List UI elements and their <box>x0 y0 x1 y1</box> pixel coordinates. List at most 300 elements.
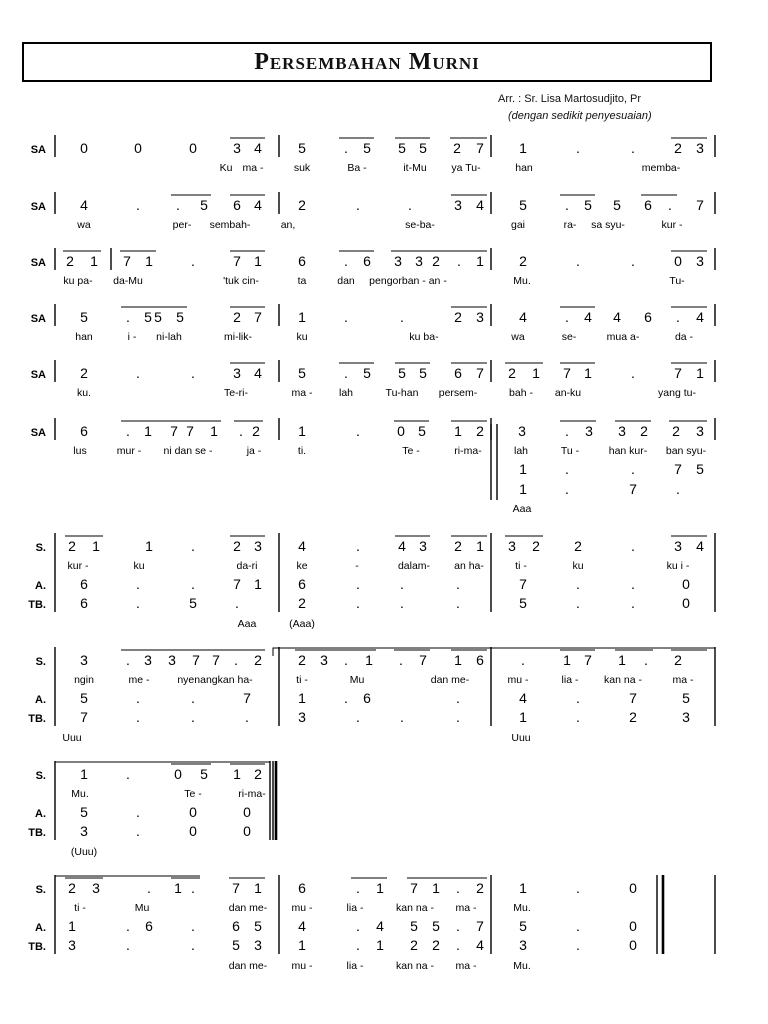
lyric: lus <box>73 445 87 457</box>
note: . <box>245 709 249 725</box>
note: 1 <box>519 880 527 896</box>
note: . <box>576 937 580 953</box>
note: 0 <box>397 423 405 439</box>
note: . <box>408 197 412 213</box>
note: 1 <box>145 253 153 269</box>
lyric: Tu- <box>669 275 685 287</box>
note: 7 <box>243 690 251 706</box>
note: 7 <box>233 253 241 269</box>
part-label: A. <box>35 922 46 934</box>
note: 5 <box>232 937 240 953</box>
note: . <box>136 823 140 839</box>
note: 3 <box>674 538 682 554</box>
lyric: Mu. <box>71 788 89 800</box>
note: 1 <box>519 709 527 725</box>
note: 6 <box>476 652 484 668</box>
lyric: se- <box>561 331 577 343</box>
note: 3 <box>476 309 484 325</box>
lyric: kan na - <box>396 902 434 914</box>
note: 1 <box>174 880 182 896</box>
note: . <box>456 880 460 896</box>
note: 6 <box>454 365 462 381</box>
note: 1 <box>298 309 306 325</box>
system-3 <box>31 248 715 287</box>
lyric: dan me- <box>228 960 268 972</box>
note: 6 <box>363 253 371 269</box>
lyric: (Uuu) <box>70 846 98 858</box>
note: 3 <box>394 253 402 269</box>
system-1 <box>31 135 715 174</box>
note: 5 <box>418 423 426 439</box>
note: . <box>126 652 130 668</box>
note: 2 <box>80 365 88 381</box>
note: 7 <box>123 253 131 269</box>
note: 2 <box>410 937 418 953</box>
lyric: lia - <box>346 960 364 972</box>
note: 5 <box>419 140 427 156</box>
note: . <box>356 423 360 439</box>
note: 5 <box>80 690 88 706</box>
lyric: dalam- <box>397 560 431 572</box>
note: 2 <box>252 423 260 439</box>
lyric: dan me- <box>228 902 268 914</box>
note: 1 <box>376 937 384 953</box>
lyric: ya Tu- <box>451 162 481 174</box>
system-7 <box>28 533 715 630</box>
part-label: S. <box>35 542 46 554</box>
note: . <box>565 423 569 439</box>
note: 0 <box>174 766 182 782</box>
note: 1 <box>519 140 527 156</box>
note: . <box>676 481 680 497</box>
note: 7 <box>232 880 240 896</box>
note: 5 <box>398 140 406 156</box>
note: 6 <box>298 253 306 269</box>
note: 5 <box>144 309 152 325</box>
note: 1 <box>145 538 153 554</box>
note: 5 <box>80 309 88 325</box>
lyric: kur - <box>67 560 89 572</box>
note: . <box>631 140 635 156</box>
lyric: ngin <box>74 674 94 686</box>
note: 2 <box>574 538 582 554</box>
lyric: ma - <box>455 960 477 972</box>
note: 0 <box>682 595 690 611</box>
note: 7 <box>696 197 704 213</box>
note: 3 <box>696 423 704 439</box>
lyric: Uuu <box>62 732 82 744</box>
note: 5 <box>696 461 704 477</box>
note: . <box>191 709 195 725</box>
note: 1 <box>144 423 152 439</box>
note: 4 <box>298 538 306 554</box>
lyric: memba- <box>641 162 681 174</box>
note: 3 <box>320 652 328 668</box>
volta-bracket <box>273 648 715 656</box>
note: 5 <box>613 197 621 213</box>
note: 4 <box>376 918 384 934</box>
note: . <box>576 690 580 706</box>
note: 6 <box>232 918 240 934</box>
note: 1 <box>454 423 462 439</box>
lyric: Aaa <box>512 503 532 515</box>
lyric: (Aaa) <box>289 618 315 630</box>
note: 2 <box>432 937 440 953</box>
note: 3 <box>298 709 306 725</box>
note: 3 <box>696 140 704 156</box>
note: . <box>356 880 360 896</box>
note: 0 <box>189 140 197 156</box>
note: 2 <box>298 595 306 611</box>
note: . <box>136 576 140 592</box>
note: . <box>191 576 195 592</box>
lyric: an-ku <box>554 387 582 399</box>
part-label: SA <box>30 201 46 213</box>
system-9 <box>28 761 276 858</box>
note: 2 <box>453 140 461 156</box>
note: 3 <box>92 880 100 896</box>
note: 2 <box>674 140 682 156</box>
lyric: ban syu- <box>665 445 707 457</box>
note: 7 <box>419 652 427 668</box>
note: 1 <box>432 880 440 896</box>
note: 2 <box>233 538 241 554</box>
note: 1 <box>298 937 306 953</box>
note: 4 <box>476 937 484 953</box>
lyric: kan na - <box>604 674 642 686</box>
note: 5 <box>298 365 306 381</box>
note: . <box>176 197 180 213</box>
note: . <box>400 595 404 611</box>
song-title: Persembahan Murni <box>254 48 480 75</box>
note: 2 <box>508 365 516 381</box>
lyric: dan me- <box>430 674 470 686</box>
note: 4 <box>519 690 527 706</box>
note: 6 <box>298 576 306 592</box>
note: 2 <box>454 309 462 325</box>
note: 7 <box>476 140 484 156</box>
note: 0 <box>629 918 637 934</box>
note: 4 <box>696 309 704 325</box>
note: 2 <box>532 538 540 554</box>
lyric: ti - <box>296 674 308 686</box>
note: 1 <box>298 423 306 439</box>
note: 1 <box>90 253 98 269</box>
part-label: TB. <box>28 599 46 611</box>
note: 5 <box>419 365 427 381</box>
lyric: sa syu- <box>591 219 625 231</box>
lyric: ma - <box>672 674 694 686</box>
note: 5 <box>584 197 592 213</box>
note: . <box>126 766 130 782</box>
note: . <box>126 309 130 325</box>
note: 1 <box>68 918 76 934</box>
note: 6 <box>80 595 88 611</box>
lyric: Ku <box>219 162 233 174</box>
note: 1 <box>519 481 527 497</box>
lyric: persem- <box>438 387 478 399</box>
note: . <box>191 690 195 706</box>
note: . <box>565 309 569 325</box>
note: . <box>457 253 461 269</box>
lyric: ja - <box>246 445 262 457</box>
note: 3 <box>682 709 690 725</box>
note: . <box>576 709 580 725</box>
note: . <box>676 309 680 325</box>
system-5 <box>31 360 715 399</box>
note: 3 <box>233 140 241 156</box>
lyric: da-Mu <box>113 275 143 287</box>
note: 7 <box>674 461 682 477</box>
lyric: an ha- <box>454 560 484 572</box>
lyric: lah <box>338 387 354 399</box>
note: . <box>668 197 672 213</box>
note: 7 <box>212 652 220 668</box>
lyric: Uuu <box>511 732 531 744</box>
note: 1 <box>584 365 592 381</box>
note: . <box>344 140 348 156</box>
note: 5 <box>682 690 690 706</box>
lyric: kan na - <box>396 960 434 972</box>
note: . <box>565 481 569 497</box>
note: . <box>456 576 460 592</box>
note: 2 <box>629 709 637 725</box>
note: 1 <box>618 652 626 668</box>
note: 0 <box>629 937 637 953</box>
note: . <box>191 937 195 953</box>
note: 1 <box>254 253 262 269</box>
lyric: mi-lik- <box>224 331 252 343</box>
note: . <box>631 595 635 611</box>
lyric: ma - <box>242 162 264 174</box>
note: . <box>344 365 348 381</box>
note: 0 <box>80 140 88 156</box>
note: 6 <box>80 576 88 592</box>
note: . <box>576 595 580 611</box>
lyric: Mu <box>134 902 150 914</box>
note: 3 <box>168 652 176 668</box>
note: 7 <box>629 690 637 706</box>
note: . <box>356 538 360 554</box>
note: 2 <box>640 423 648 439</box>
part-label: SA <box>30 257 46 269</box>
adaptation-note: (dengan sedikit penyesuaian) <box>508 110 652 122</box>
note: . <box>191 365 195 381</box>
note: 0 <box>629 880 637 896</box>
lyric: ri-ma- <box>238 788 266 800</box>
system-4 <box>31 304 715 343</box>
note: . <box>631 538 635 554</box>
note: 0 <box>674 253 682 269</box>
note: 1 <box>376 880 384 896</box>
note: . <box>235 595 239 611</box>
part-label: S. <box>35 884 46 896</box>
note: . <box>356 595 360 611</box>
lyric: ku. <box>76 387 92 399</box>
note: 5 <box>80 804 88 820</box>
note: . <box>400 576 404 592</box>
lyric: mu - <box>291 902 313 914</box>
note: 2 <box>672 423 680 439</box>
note: . <box>644 652 648 668</box>
note: 3 <box>233 365 241 381</box>
lyric: wa <box>77 219 91 231</box>
note: 4 <box>298 918 306 934</box>
note: . <box>631 576 635 592</box>
note: . <box>356 937 360 953</box>
note: . <box>344 652 348 668</box>
note: . <box>126 937 130 953</box>
lyric: ku <box>296 331 308 343</box>
lyric: suk <box>293 162 311 174</box>
lyric: ri-ma- <box>454 445 482 457</box>
note: 6 <box>298 880 306 896</box>
part-label: SA <box>30 313 46 325</box>
note: 5 <box>176 309 184 325</box>
lyric: da-ri <box>236 560 258 572</box>
lyric: Mu. <box>513 275 531 287</box>
part-label: A. <box>35 808 46 820</box>
note: 4 <box>254 140 262 156</box>
note: . <box>191 880 195 896</box>
lyric: me - <box>128 674 150 686</box>
note: 0 <box>134 140 142 156</box>
part-label: S. <box>35 770 46 782</box>
note: . <box>456 937 460 953</box>
lyric: pengorban - an - <box>369 275 447 287</box>
lyric: da - <box>674 331 694 343</box>
note: . <box>576 576 580 592</box>
system-10 <box>28 875 715 972</box>
lyric: Tu-han <box>385 387 419 399</box>
note: 5 <box>519 918 527 934</box>
part-label: TB. <box>28 713 46 725</box>
note: 6 <box>145 918 153 934</box>
note: 3 <box>80 823 88 839</box>
lyric: ta <box>297 275 307 287</box>
lyric: ti - <box>515 560 527 572</box>
note: 3 <box>415 253 423 269</box>
lyric: ke <box>296 560 308 572</box>
note: . <box>191 253 195 269</box>
note: 1 <box>210 423 218 439</box>
note: . <box>356 709 360 725</box>
note: . <box>344 253 348 269</box>
note: 4 <box>254 197 262 213</box>
note: . <box>136 365 140 381</box>
note: 1 <box>454 652 462 668</box>
part-label: TB. <box>28 941 46 953</box>
note: . <box>400 309 404 325</box>
lyric: ku <box>572 560 584 572</box>
note: 2 <box>254 766 262 782</box>
note: 5 <box>432 918 440 934</box>
note: 3 <box>80 652 88 668</box>
lyric: gai <box>510 219 526 231</box>
note: 7 <box>629 481 637 497</box>
lyric: ku pa- <box>63 275 93 287</box>
note: 3 <box>508 538 516 554</box>
part-label: SA <box>30 144 46 156</box>
part-label: S. <box>35 656 46 668</box>
arranger-credit: Arr. : Sr. Lisa Martosudjito, Pr <box>498 93 642 105</box>
part-label: TB. <box>28 827 46 839</box>
note: . <box>191 538 195 554</box>
lyric: mur - <box>116 445 142 457</box>
note: 3 <box>585 423 593 439</box>
lyric: bah - <box>509 387 533 399</box>
lyric: per- <box>172 219 192 231</box>
lyric: wa <box>511 331 525 343</box>
note: 2 <box>476 880 484 896</box>
note: 4 <box>613 309 621 325</box>
note: . <box>136 595 140 611</box>
note: 4 <box>476 197 484 213</box>
part-label: A. <box>35 580 46 592</box>
system-8 <box>28 647 715 744</box>
note: 3 <box>144 652 152 668</box>
note: 2 <box>233 309 241 325</box>
note: 7 <box>170 423 178 439</box>
lyric: Te - <box>184 788 202 800</box>
note: . <box>136 197 140 213</box>
note: 7 <box>80 709 88 725</box>
note: . <box>191 918 195 934</box>
note: 4 <box>519 309 527 325</box>
note: . <box>456 690 460 706</box>
part-label: SA <box>30 427 46 439</box>
note: 3 <box>696 253 704 269</box>
note: 1 <box>696 365 704 381</box>
note: 7 <box>476 365 484 381</box>
lyric: - <box>355 560 359 572</box>
note: 0 <box>682 576 690 592</box>
note: . <box>565 461 569 477</box>
note: 6 <box>644 309 652 325</box>
note: . <box>576 253 580 269</box>
note: 6 <box>644 197 652 213</box>
note: 7 <box>674 365 682 381</box>
note: 1 <box>298 690 306 706</box>
note: 0 <box>189 804 197 820</box>
lyric: nyenangkan ha- <box>177 674 253 686</box>
note: . <box>631 461 635 477</box>
note: 1 <box>563 652 571 668</box>
lyric: Aaa <box>237 618 257 630</box>
note: . <box>456 918 460 934</box>
lyric: han <box>515 162 533 174</box>
note: . <box>356 197 360 213</box>
note: 0 <box>189 823 197 839</box>
note: 1 <box>92 538 100 554</box>
note: . <box>456 595 460 611</box>
note: 7 <box>563 365 571 381</box>
note: . <box>576 880 580 896</box>
lyric: mua a- <box>606 331 640 343</box>
lyric: mu - <box>291 960 313 972</box>
note: 6 <box>233 197 241 213</box>
lyric: ku ba- <box>409 331 439 343</box>
note: . <box>234 652 238 668</box>
note: 1 <box>476 253 484 269</box>
note: 0 <box>243 804 251 820</box>
note: . <box>147 880 151 896</box>
lyric: han <box>75 331 93 343</box>
note: 7 <box>584 652 592 668</box>
note: . <box>136 690 140 706</box>
lyric: Mu. <box>513 960 531 972</box>
lyric: an, <box>280 219 296 231</box>
